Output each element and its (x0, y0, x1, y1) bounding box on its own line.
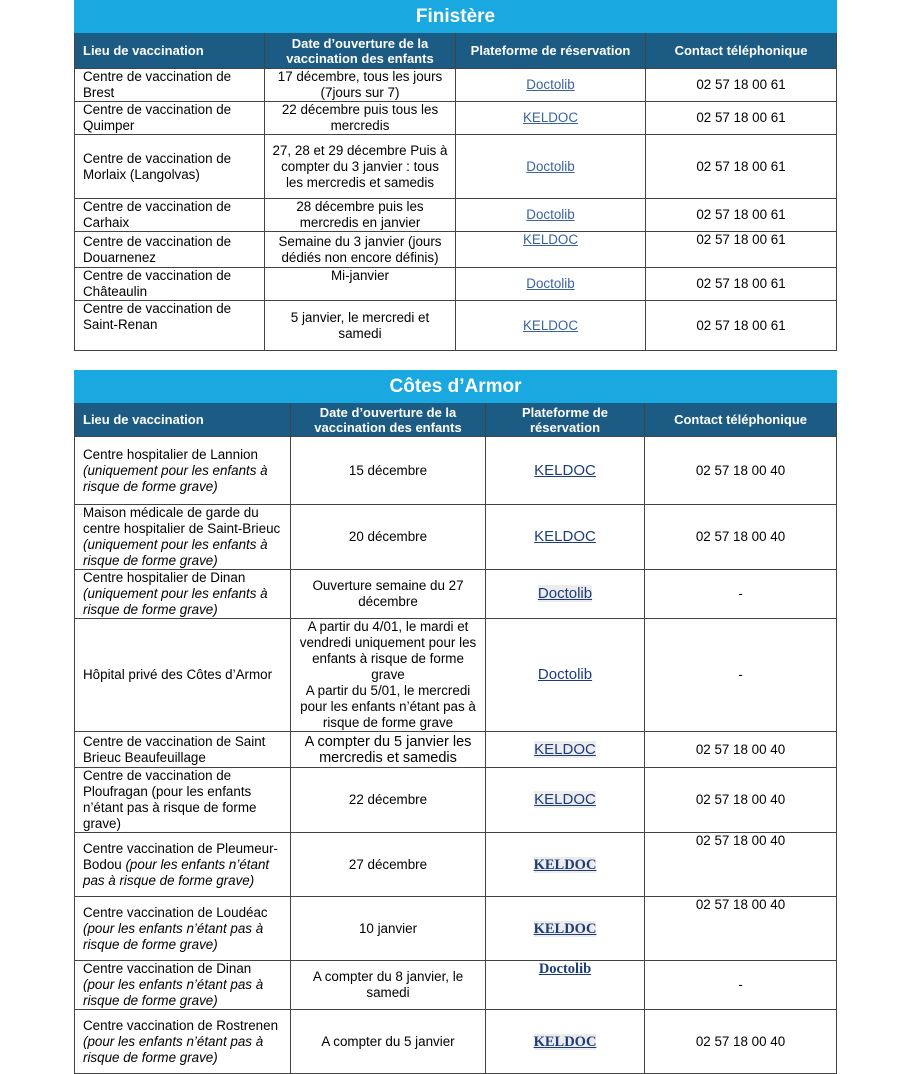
phone-cell: 02 57 18 00 40 (645, 732, 837, 768)
lieu-cell: Centre de vaccination de Brest (75, 69, 265, 102)
keldoc-link[interactable]: KELDOC (534, 461, 596, 479)
lieu-note: (pour les enfants n’étant pas à risque de forme grave) (83, 856, 270, 888)
phone-cell: 02 57 18 00 61 (646, 301, 837, 351)
table-row (75, 961, 837, 1010)
cotes-armor-title: Côtes d’Armor (75, 371, 837, 403)
table-row (75, 437, 837, 505)
date-cell: A compter du 5 janvier (291, 1010, 486, 1074)
phone-cell: 02 57 18 00 40 (645, 833, 837, 897)
phone-cell: 02 57 18 00 40 (645, 768, 837, 833)
lieu-name: Centre vaccination de Rostrenen (83, 1017, 279, 1033)
phone-cell: - (645, 619, 837, 732)
lieu-note: (pour les enfants n’étant pas à risque de forme grave) (83, 977, 264, 1008)
lieu-cell: Centre de vaccination de Saint-Renan (75, 301, 265, 351)
lieu-cell: Centre de vaccination de Ploufragan (pour les enfants n’étant pas à risque de forme grave) (75, 768, 291, 833)
date-cell: 28 décembre puis les mercredis en janvier (265, 199, 456, 232)
lieu-note: (pour les enfants n’étant pas à risque de forme grave) (83, 1033, 264, 1065)
lieu-cell (75, 961, 291, 1010)
date-cell: 20 décembre (291, 505, 486, 570)
phone-cell: 02 57 18 00 40 (645, 897, 837, 961)
table-row (75, 199, 837, 232)
keldoc-link[interactable]: KELDOC (522, 317, 579, 333)
lieu-cell (75, 897, 291, 961)
keldoc-link[interactable]: KELDOC (522, 110, 579, 125)
lieu-cell: Centre de vaccination de Carhaix (75, 199, 265, 232)
keldoc-link[interactable]: KELDOC (534, 740, 596, 758)
lieu-name: Centre hospitalier de Dinan (83, 570, 246, 585)
table-row (75, 768, 837, 833)
date-line: A partir du 4/01, le mardi et vendredi uniquement pour les enfants à risque de forme grave (299, 619, 477, 682)
date-line: A partir du 5/01, le mercredi pour les enfants n’étant pas à risque de forme grave (300, 683, 476, 730)
phone-cell: 02 57 18 00 40 (645, 1010, 837, 1074)
cotes-armor-table (74, 370, 837, 1074)
phone-cell: 02 57 18 00 61 (646, 69, 837, 102)
date-cell: 10 janvier (291, 897, 486, 961)
lieu-cell: Centre de vaccination de Morlaix (Langolvas) (75, 135, 265, 199)
doctolib-link[interactable]: Doctolib (526, 276, 575, 291)
date-cell: 22 décembre (291, 768, 486, 833)
phone-cell: - (645, 570, 837, 619)
phone-cell: 02 57 18 00 61 (646, 232, 837, 268)
table-row (75, 301, 837, 351)
finistere-table (74, 0, 837, 351)
header-lieu: Lieu de vaccination (75, 33, 265, 69)
keldoc-link[interactable]: KELDOC (533, 856, 597, 873)
keldoc-link[interactable]: KELDOC (534, 791, 596, 808)
date-cell: 15 décembre (291, 437, 486, 505)
lieu-note: (uniquement pour les enfants à risque de forme grave) (83, 586, 268, 617)
phone-cell: 02 57 18 00 61 (646, 102, 837, 135)
lieu-note: (pour les enfants n’étant pas à risque de forme grave) (83, 920, 264, 952)
date-cell: 22 décembre puis tous les mercredis (265, 102, 456, 135)
phone-cell: 02 57 18 00 40 (645, 505, 837, 570)
table-row (75, 570, 837, 619)
lieu-cell (75, 1010, 291, 1074)
header-date: Date d’ouverture de la vaccination des enfants (265, 33, 456, 69)
keldoc-link[interactable]: KELDOC (534, 528, 596, 545)
header-contact: Contact téléphonique (645, 403, 837, 437)
date-cell: A compter du 5 janvier les mercredis et samedis (291, 732, 486, 768)
lieu-note: (uniquement pour les enfants à risque de forme grave) (83, 462, 268, 494)
lieu-cell: Centre de vaccination de Douarnenez (75, 232, 265, 268)
date-cell: A compter du 8 janvier, le samedi (291, 961, 486, 1010)
lieu-cell: Centre de vaccination de Châteaulin (75, 268, 265, 301)
lieu-cell: Centre de vaccination de Saint Brieuc Beaufeuillage (75, 732, 291, 768)
lieu-cell (75, 437, 291, 505)
doctolib-link[interactable]: Doctolib (537, 585, 593, 602)
date-cell: 17 décembre, tous les jours (7jours sur 7) (265, 69, 456, 102)
header-contact: Contact téléphonique (646, 33, 837, 69)
finistere-title: Finistère (75, 1, 837, 33)
phone-cell: 02 57 18 00 61 (646, 268, 837, 301)
table-row (75, 897, 837, 961)
date-cell: Mi-janvier (265, 268, 456, 301)
date-cell: 5 janvier, le mercredi et samedi (265, 301, 456, 351)
table-row (75, 619, 837, 732)
header-plateforme: Plateforme de réservation (456, 33, 646, 69)
lieu-cell: Hôpital privé des Côtes d’Armor (75, 619, 291, 732)
lieu-name: Centre hospitalier de Lannion (83, 446, 258, 462)
table-row (75, 268, 837, 301)
lieu-cell: Centre de vaccination de Quimper (75, 102, 265, 135)
lieu-cell (75, 833, 291, 897)
table-row (75, 732, 837, 768)
header-lieu: Lieu de vaccination (75, 403, 291, 437)
lieu-name: Maison médicale de garde du centre hospitalier de Saint-Brieuc (83, 505, 281, 536)
date-cell: 27 décembre (291, 833, 486, 897)
phone-cell: - (645, 961, 837, 1010)
header-plateforme: Plateforme de réservation (486, 403, 645, 437)
doctolib-link[interactable]: Doctolib (526, 77, 575, 92)
table-row (75, 505, 837, 570)
keldoc-link[interactable]: KELDOC (522, 232, 579, 247)
lieu-name: Centre vaccination de Pleumeur-Bodou (83, 840, 279, 872)
date-cell (291, 619, 486, 732)
doctolib-link[interactable]: Doctolib (526, 158, 575, 174)
date-cell: Semaine du 3 janvier (jours dédiés non encore définis) (265, 232, 456, 268)
table-row (75, 833, 837, 897)
lieu-name: Centre vaccination de Loudéac (83, 904, 268, 920)
table-row (75, 102, 837, 135)
table-row (75, 232, 837, 268)
header-date: Date d’ouverture de la vaccination des enfants (291, 403, 486, 437)
doctolib-link[interactable]: Doctolib (526, 207, 575, 222)
lieu-name: Centre vaccination de Dinan (83, 961, 252, 976)
keldoc-link[interactable]: KELDOC (533, 920, 597, 937)
lieu-cell (75, 570, 291, 619)
date-cell: 27, 28 et 29 décembre Puis à compter du 3 janvier : tous les mercredis et samedis (265, 135, 456, 199)
table-row (75, 135, 837, 199)
phone-cell: 02 57 18 00 61 (646, 199, 837, 232)
table-row (75, 69, 837, 102)
keldoc-link[interactable]: KELDOC (533, 1033, 597, 1050)
doctolib-link[interactable]: Doctolib (537, 666, 593, 683)
lieu-note: (uniquement pour les enfants à risque de forme grave) (83, 537, 268, 568)
phone-cell: 02 57 18 00 40 (645, 437, 837, 505)
date-cell: Ouverture semaine du 27 décembre (291, 570, 486, 619)
doctolib-link[interactable]: Doctolib (538, 961, 592, 977)
table-row (75, 1010, 837, 1074)
lieu-cell (75, 505, 291, 570)
phone-cell: 02 57 18 00 61 (646, 135, 837, 199)
